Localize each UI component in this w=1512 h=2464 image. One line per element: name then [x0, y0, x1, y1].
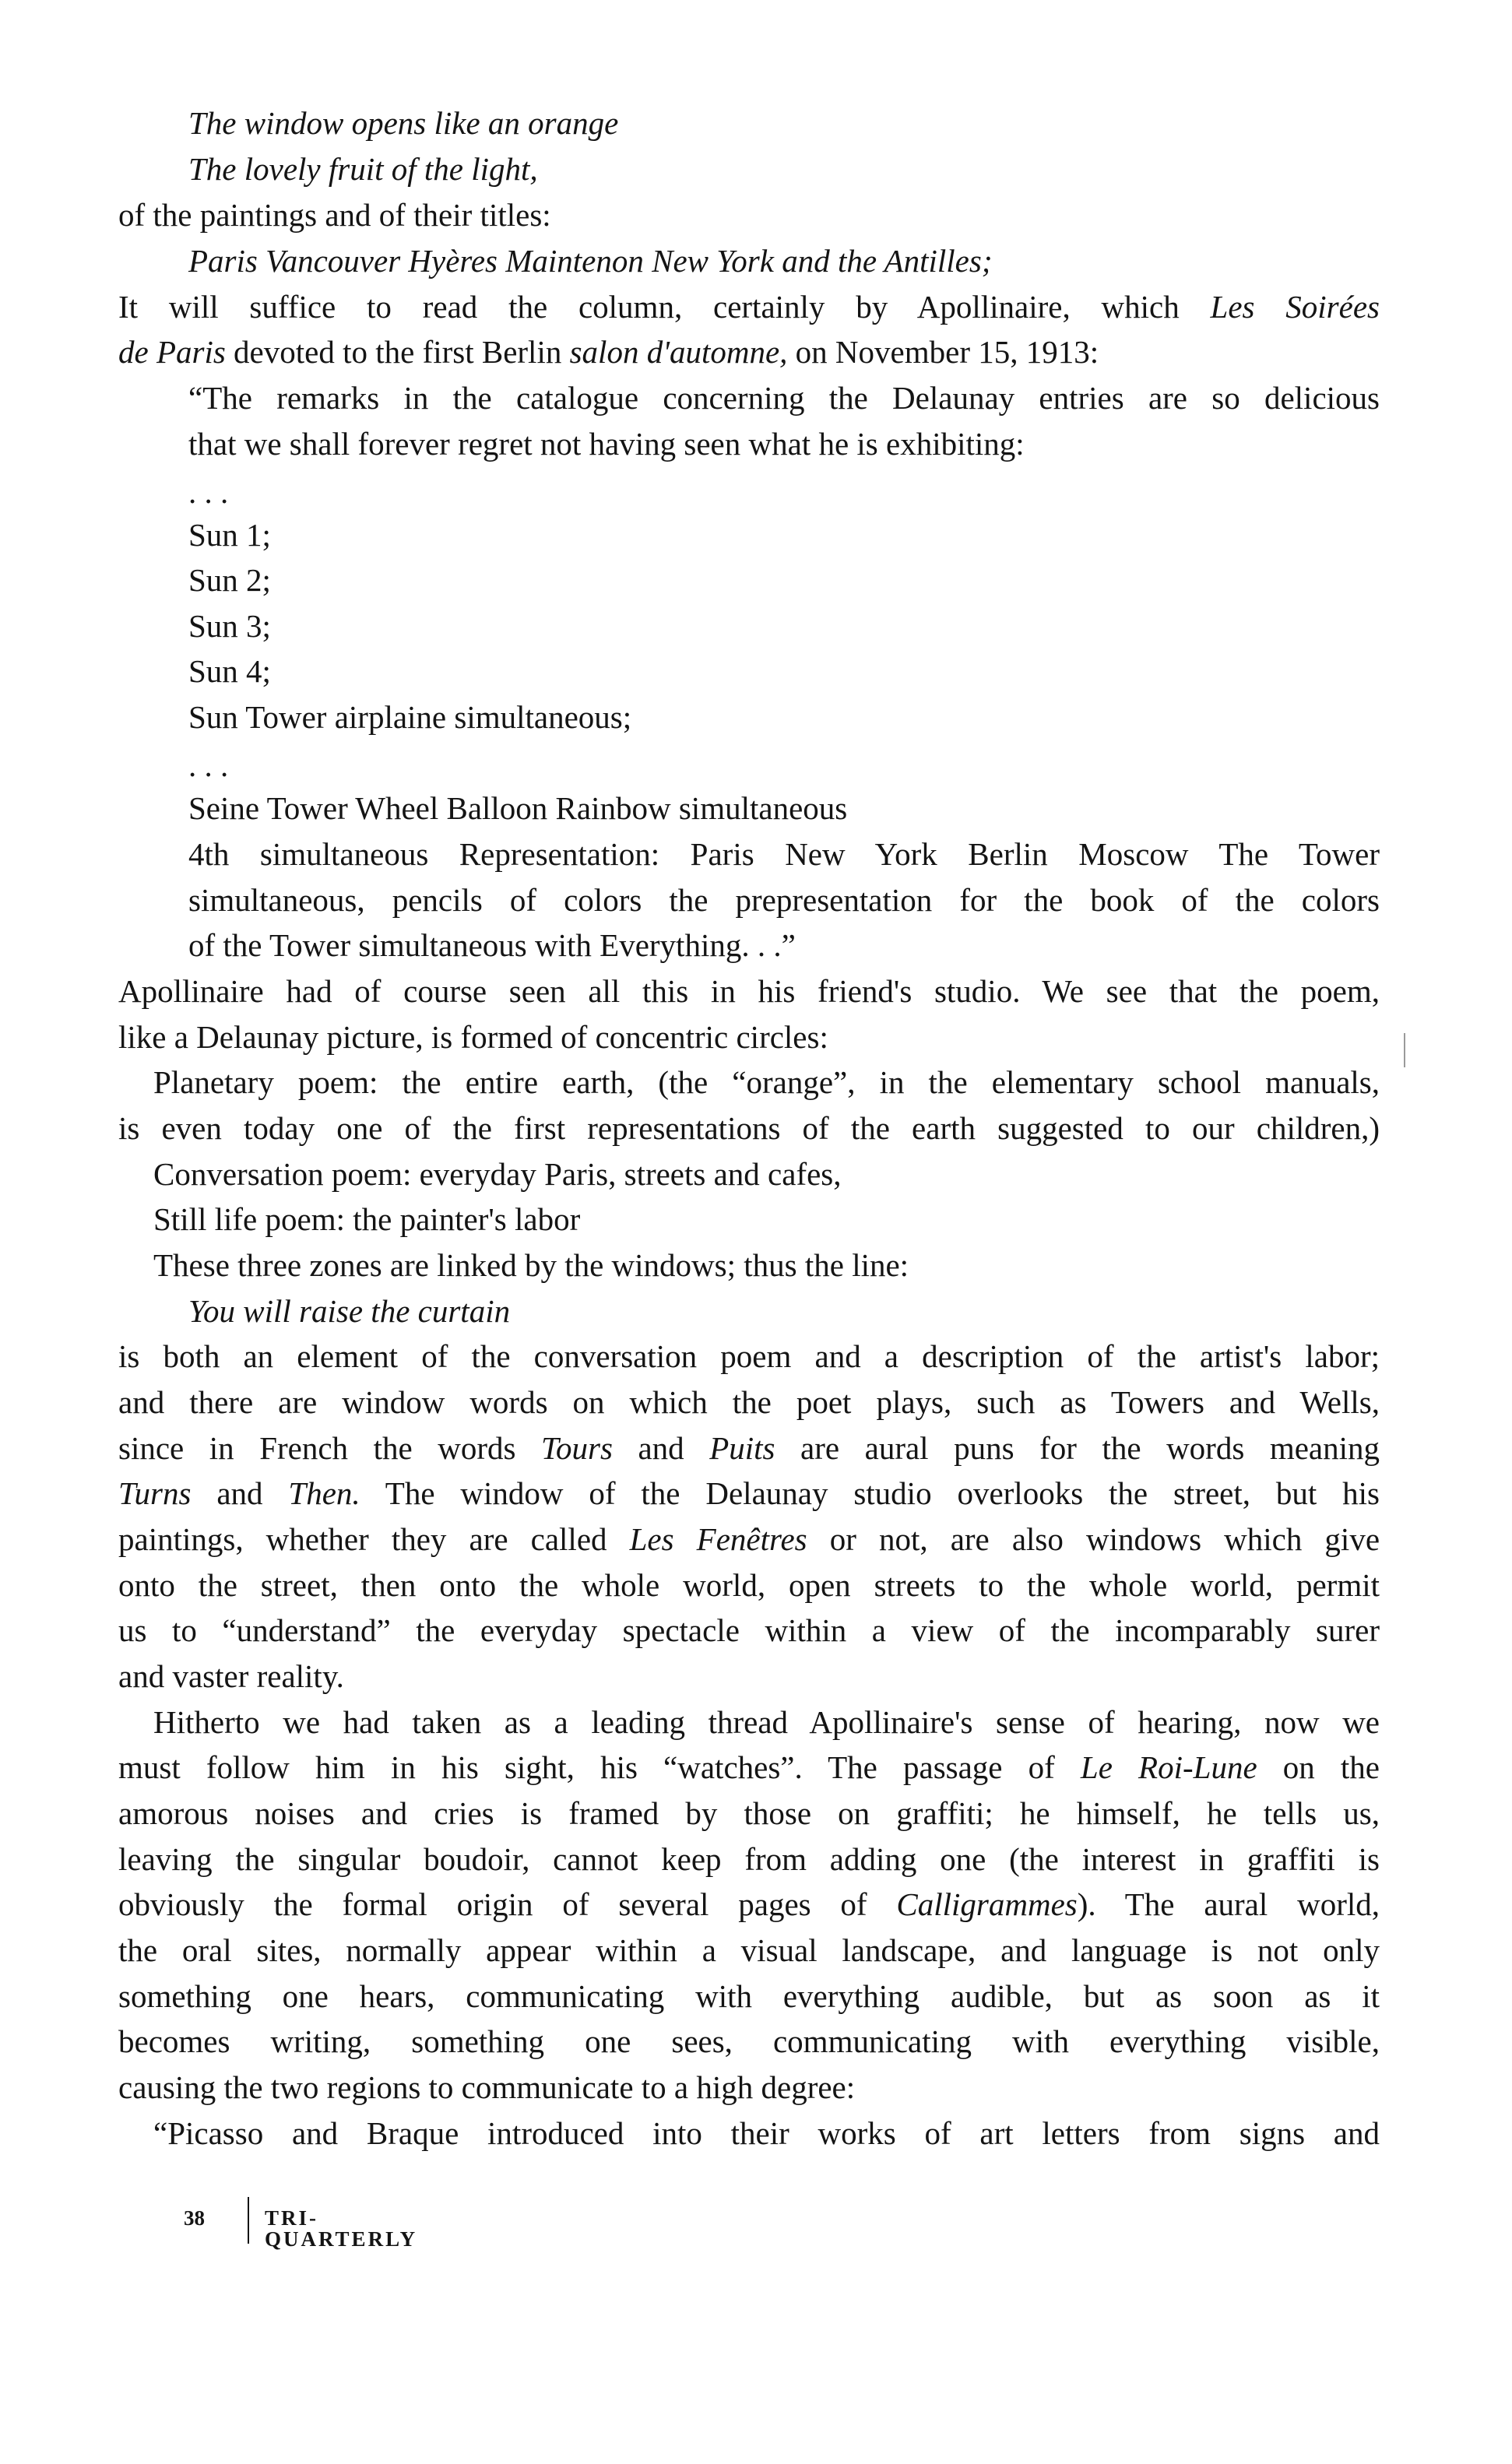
- footer-divider: [248, 2197, 249, 2244]
- text-line: obviously the formal origin of several pages of Calligrammes). The aural world,: [118, 1886, 1380, 1922]
- text-line: Still life poem: the painter's labor: [153, 1201, 581, 1237]
- quote-line: of the Tower simultaneous with Everything. . .”: [188, 927, 796, 963]
- text-line: something one hears, communicating with everything audible, but as soon as it: [118, 1978, 1380, 2014]
- page-number: 38: [184, 2206, 205, 2230]
- text-line: It will suffice to read the column, certainly by Apollinaire, which Les Soirées: [118, 289, 1380, 325]
- text-line: like a Delaunay picture, is formed of concentric circles:: [118, 1019, 828, 1055]
- list-item: Sun 1;: [188, 517, 271, 553]
- text-line: is both an element of the conversation poem and a description of the artist's labor;: [118, 1338, 1380, 1374]
- text-line: Conversation poem: everyday Paris, streets and cafes,: [153, 1156, 842, 1192]
- list-item: Sun Tower airplaine simultaneous;: [188, 699, 632, 735]
- text-line: since in French the words Tours and Puits are aural puns for the words meaning: [118, 1430, 1380, 1466]
- text-line: Planetary poem: the entire earth, (the “orange”, in the elementary school manuals,: [153, 1064, 1380, 1100]
- poem-line: The lovely fruit of the light,: [188, 151, 538, 187]
- text-line: and there are window words on which the poet plays, such as Towers and Wells,: [118, 1384, 1380, 1420]
- ellipsis: . . .: [188, 747, 229, 783]
- text-line: must follow him in his sight, his “watches”. The passage of Le Roi-Lune on the: [118, 1749, 1380, 1785]
- text-line: Turns and Then. The window of the Delaunay studio overlooks the street, but his: [118, 1475, 1380, 1511]
- text-line: Hitherto we had taken as a leading thread Apollinaire's sense of hearing, now we: [153, 1704, 1380, 1740]
- poem-line: The window opens like an orange: [188, 105, 619, 141]
- quote-line: “The remarks in the catalogue concerning the Delaunay entries are so delicious: [188, 380, 1380, 416]
- quote-line: Seine Tower Wheel Balloon Rainbow simultaneous: [188, 790, 848, 826]
- quote-line: that we shall forever regret not having seen what he is exhibiting:: [188, 426, 1025, 462]
- text-line: and vaster reality.: [118, 1658, 344, 1694]
- journal-title: TRI-QUARTERLY: [265, 2206, 418, 2251]
- quote-line: simultaneous, pencils of colors the prepresentation for the book of the colors: [188, 882, 1380, 918]
- text-line: amorous noises and cries is framed by those on graffiti; he himself, he tells us,: [118, 1795, 1380, 1831]
- text-line: Apollinaire had of course seen all this in his friend's studio. We see that the poem,: [118, 973, 1380, 1009]
- ellipsis: . . .: [188, 474, 229, 510]
- text-line: onto the street, then onto the whole world, open streets to the whole world, permit: [118, 1567, 1380, 1603]
- text-line: becomes writing, something one sees, communicating with everything visible,: [118, 2023, 1380, 2059]
- poem-line: You will raise the curtain: [188, 1293, 511, 1329]
- text-line: of the paintings and of their titles:: [118, 197, 551, 233]
- list-item: Sun 2;: [188, 562, 271, 598]
- titles-line: Paris Vancouver Hyères Maintenon New York and the Antilles;: [188, 243, 993, 279]
- text-line: us to “understand” the everyday spectacle within a view of the incomparably surer: [118, 1612, 1380, 1648]
- scan-mark: [1404, 1033, 1405, 1067]
- text-line: causing the two regions to communicate to a high degree:: [118, 2069, 856, 2105]
- text-line: paintings, whether they are called Les Fenêtres or not, are also windows which give: [118, 1521, 1380, 1557]
- text-line: leaving the singular boudoir, cannot keep from adding one (the interest in graffiti is: [118, 1841, 1380, 1877]
- text-line: the oral sites, normally appear within a visual landscape, and language is not only: [118, 1932, 1380, 1968]
- list-item: Sun 3;: [188, 608, 271, 644]
- text-line: “Picasso and Braque introduced into their works of art letters from signs and: [153, 2115, 1380, 2151]
- text-line: de Paris devoted to the first Berlin salon d'automne, on November 15, 1913:: [118, 334, 1099, 370]
- list-item: Sun 4;: [188, 653, 271, 689]
- text-line: These three zones are linked by the windows; thus the line:: [153, 1247, 909, 1283]
- quote-line: 4th simultaneous Representation: Paris New York Berlin Moscow The Tower: [188, 836, 1380, 872]
- text-line: is even today one of the first representations of the earth suggested to our children,): [118, 1110, 1380, 1146]
